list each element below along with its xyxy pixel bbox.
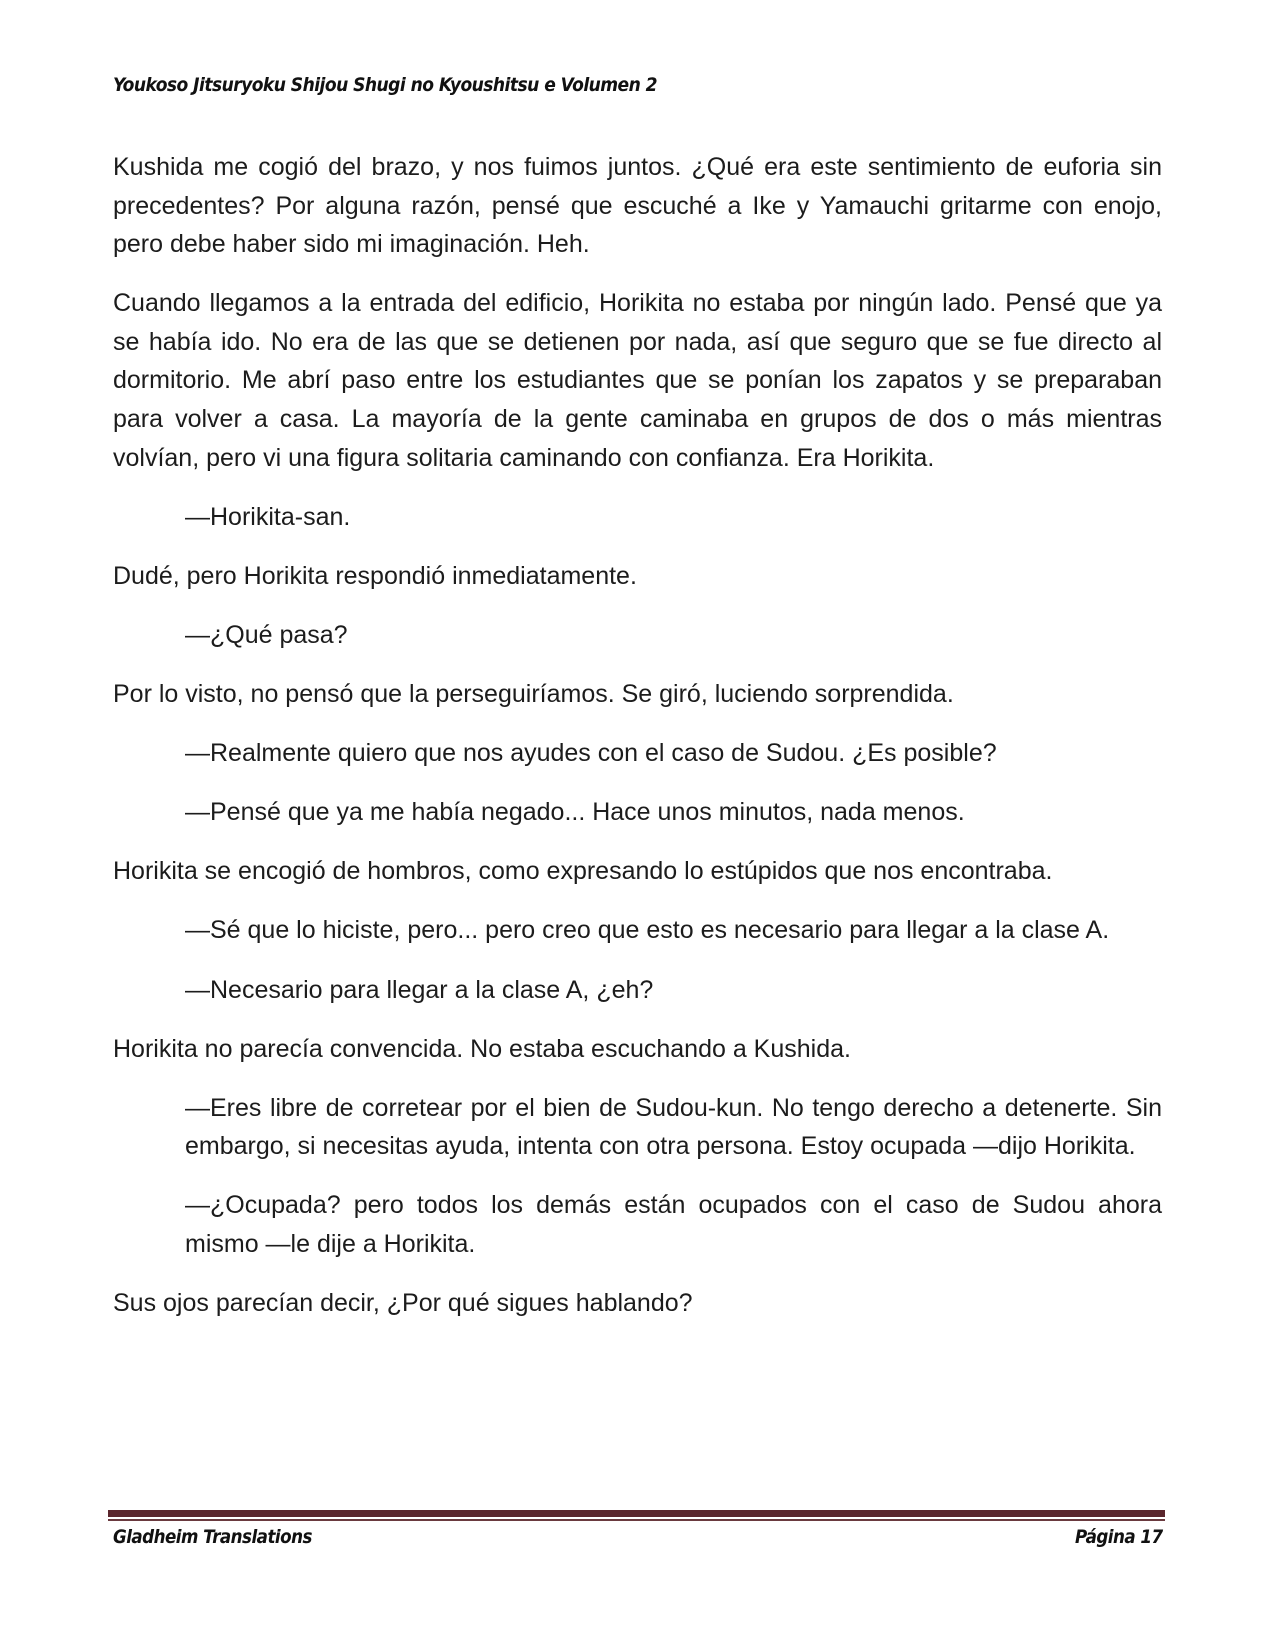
paragraph-narration: Dudé, pero Horikita respondió inmediatamente.	[113, 561, 637, 590]
paragraph-narration: Por lo visto, no pensó que la perseguiríamos. Se giró, luciendo sorprendida.	[113, 680, 954, 709]
paragraph-narration: Kushida me cogió del brazo, y nos fuimos juntos. ¿Qué era este sentimiento de euforia sin precedentes? Por alguna razón, pensé que escuché a Ike y Yamauchi gritarme con enojo, pero debe haber sido mi imaginación. Heh.	[113, 153, 1162, 259]
paragraph-narration: Sus ojos parecían decir, ¿Por qué sigues hablando?	[113, 1289, 693, 1318]
paragraph-dialogue: —Horikita-san.	[185, 502, 351, 531]
paragraph-narration: Horikita no parecía convencida. No estaba escuchando a Kushida.	[113, 1034, 851, 1063]
paragraph-narration: Horikita se encogió de hombros, como expresando lo estúpidos que nos encontraba.	[113, 857, 1053, 886]
paragraph-dialogue: —Eres libre de corretear por el bien de Sudou-kun. No tengo derecho a detenerte. Sin embargo, si necesitas ayuda, intenta con otra persona. Estoy ocupada —dijo Horikita.	[185, 1093, 1162, 1161]
body-text	[113, 148, 1162, 1343]
paragraph-narration: Cuando llegamos a la entrada del edificio, Horikita no estaba por ningún lado. Pensé que ya se había ido. No era de las que se detienen por nada, así que seguro que se fue directo al dormitorio. Me abrí paso entre los estudiantes que se ponían los zapatos y se preparaban para volver a casa. La mayoría de la gente caminaba en grupos de dos o más mientras volvían, pero vi una figura solitaria caminando con confianza. Era Horikita.	[113, 289, 1162, 472]
paragraph-dialogue: —¿Ocupada? pero todos los demás están ocupados con el caso de Sudou ahora mismo —le dije a Horikita.	[185, 1191, 1162, 1258]
running-header-title: Youkoso Jitsuryoku Shijou Shugi no Kyoushitsu e Volumen 2	[113, 74, 658, 96]
paragraph-dialogue: —¿Qué pasa?	[185, 620, 348, 649]
paragraph-dialogue: —Sé que lo hiciste, pero... pero creo que esto es necesario para llegar a la clase A.	[185, 916, 1110, 945]
footer-page-number: Página 17	[1075, 1526, 1163, 1548]
paragraph-dialogue: —Necesario para llegar a la clase A, ¿eh?	[185, 975, 654, 1004]
footer-rule	[108, 1510, 1165, 1517]
footer-translator-credit: Gladheim Translations	[113, 1526, 312, 1548]
footer-rule-thin	[108, 1519, 1165, 1521]
paragraph-dialogue: —Pensé que ya me había negado... Hace unos minutos, nada menos.	[185, 798, 965, 827]
paragraph-dialogue: —Realmente quiero que nos ayudes con el caso de Sudou. ¿Es posible?	[185, 739, 997, 768]
